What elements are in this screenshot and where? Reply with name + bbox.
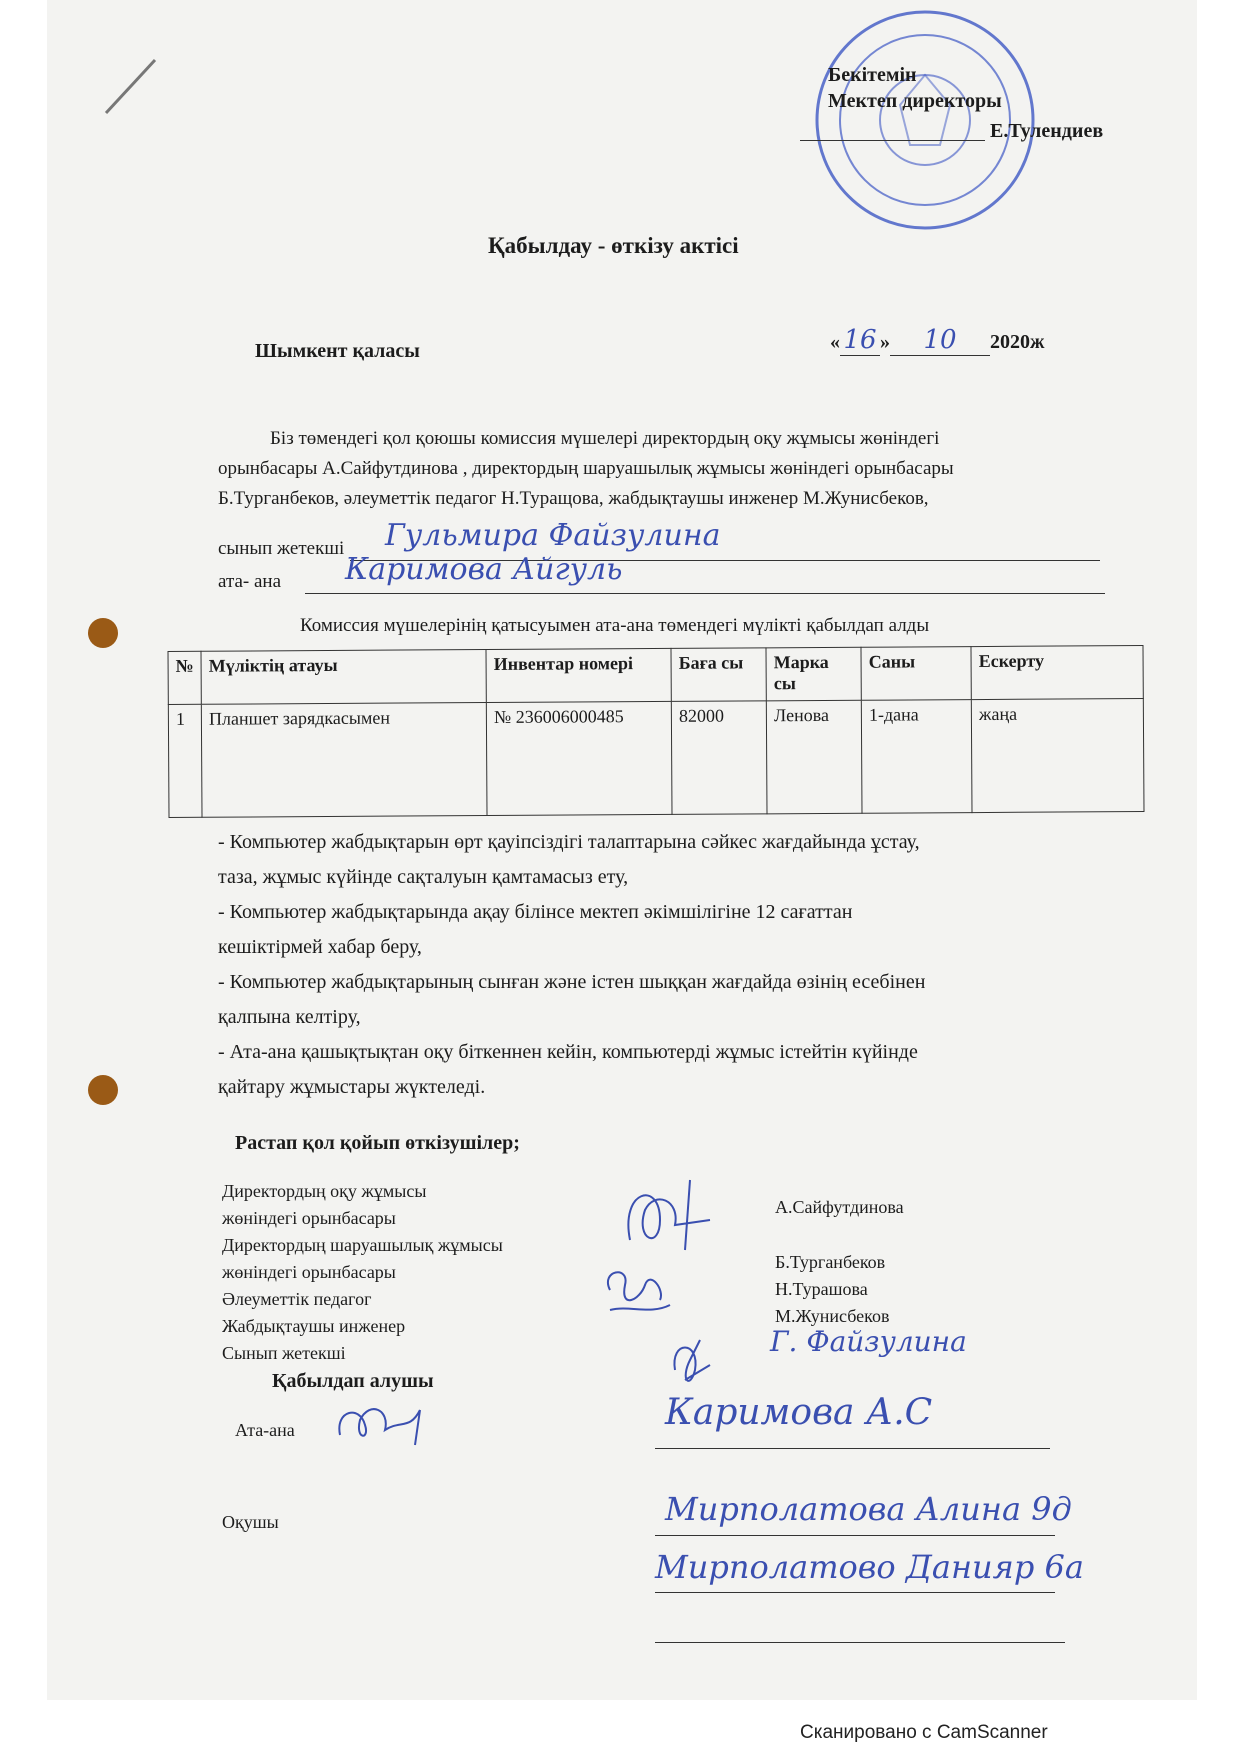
parent-handwritten: Каримова Айгуль [345, 552, 623, 587]
director-name: Е.Тулендиев [990, 120, 1104, 142]
class-teacher-label: сынып жетекші [218, 538, 345, 559]
place-city: Шымкент қаласы [255, 340, 420, 362]
obligation-2-line-a: - Компьютер жабдықтарында ақау білінсе мектеп әкімшілігіне 12 сағаттан [218, 901, 853, 923]
inventory-table [167, 645, 1144, 818]
parent-label: ата- ана [218, 571, 282, 592]
receiver-student-label: Оқушы [222, 1512, 279, 1532]
class-teacher-handwritten: Гульмира Файзулина [385, 518, 721, 553]
date-year: 2020ж [990, 331, 1045, 353]
role-2-line-a: Директордың шаруашылық жұмысы [222, 1235, 503, 1255]
signer-name-1: А.Сайфутдинова [775, 1197, 904, 1217]
obligation-3-line-a: - Компьютер жабдықтарының сынған және істен шыққан жағдайда өзінің есебінен [218, 971, 926, 993]
header-quantity: Саны [861, 647, 971, 701]
obligation-1-line-a: - Компьютер жабдықтарын өрт қауіпсіздігі талаптарына сәйкес жағдайында ұстау, [218, 831, 920, 853]
approval-line-1: Бекітемін [828, 64, 917, 86]
intro-line-3: Б.Турганбеков, әлеуметтік педагог Н.Туращова, жабдықтаушы инженер М.Жунисбеков, [218, 488, 929, 509]
signer-name-5-handwritten: Г. Файзулина [770, 1325, 967, 1358]
receiver-student-2-handwritten: Мирполатово Данияр 6а [655, 1548, 1084, 1586]
role-1-line-a: Директордың оқу жұмысы [222, 1181, 427, 1201]
obligation-1-line-b: таза, жұмыс күйінде сақталуын қамтамасыз ету, [218, 866, 629, 888]
cell-brand: Ленова [766, 700, 862, 814]
commission-line: Комиссия мүшелерінің қатысуымен ата-ана төмендегі мүлікті қабылдап алды [300, 615, 930, 636]
table-header-row [168, 646, 1143, 705]
cell-quantity: 1-дана [861, 700, 972, 814]
punch-hole-bottom [88, 1075, 118, 1105]
intro-line-1: Біз төмендегі қол қоюшы комиссия мүшелері директордың оқу жұмысы жөніндегі [270, 428, 940, 449]
staple-mark [100, 55, 160, 120]
header-note: Ескерту [971, 646, 1143, 700]
signer-name-3: Н.Турашова [775, 1279, 868, 1299]
obligation-2-line-b: кешіктірмей хабар беру, [218, 936, 422, 958]
signer-name-2: Б.Турганбеков [775, 1252, 886, 1272]
header-item-name: Мүліктің атауы [201, 650, 486, 705]
receiver-student-1-handwritten: Мирполатова Алина 9д [665, 1490, 1072, 1528]
role-2-line-b: жөніндегі орынбасары [222, 1262, 396, 1282]
header-number: № [168, 651, 201, 704]
signers-heading: Растап қол қойып өткізушілер; [235, 1132, 520, 1154]
camscanner-footer: Сканировано с CamScanner [800, 1722, 1048, 1743]
table-row [168, 699, 1144, 818]
cell-price: 82000 [671, 701, 767, 815]
date-month: 10 [890, 325, 990, 356]
header-price: Баға сы [671, 648, 766, 702]
document-title: Қабылдау - өткізу актісі [488, 233, 739, 258]
obligation-4-line-a: - Ата-ана қашықтықтан оқу біткеннен кейін, компьютерді жұмыс істейтін күйінде [218, 1041, 918, 1063]
role-5: Сынып жетекші [222, 1343, 346, 1363]
document-date: « 16 » 10 2020ж [830, 325, 1045, 355]
role-3: Әлеуметтік педагог [222, 1289, 372, 1309]
obligation-4-line-b: қайтару жұмыстары жүктеледі. [218, 1076, 486, 1098]
director-signature-line [800, 140, 985, 141]
date-day: 16 [840, 325, 880, 356]
obligation-3-line-b: қалпына келтіру, [218, 1006, 361, 1028]
parent-line [305, 593, 1105, 594]
receiver-parent-handwritten: Каримова А.С [665, 1392, 933, 1433]
cell-item-name: Планшет зарядкасымен [201, 703, 487, 818]
cell-inventory-number: № 236006000485 [486, 701, 672, 815]
parent-signature-mark [330, 1390, 440, 1450]
receiver-parent-line [655, 1448, 1050, 1449]
receivers-heading: Қабылдап алушы [272, 1370, 434, 1392]
cell-note: жаңа [971, 699, 1144, 813]
intro-line-2: орынбасары А.Сайфутдинова , директордың шаруашылық жұмысы жөніндегі орынбасары [218, 458, 954, 479]
student-line-3 [655, 1642, 1065, 1643]
signer-name-4: М.Жунисбеков [775, 1306, 890, 1326]
header-inventory-number: Инвентар номері [486, 648, 671, 702]
student-line-2 [655, 1592, 1055, 1593]
role-4: Жабдықтаушы инженер [222, 1316, 406, 1336]
receiver-parent-label: Ата-ана [235, 1420, 295, 1440]
punch-hole-top [88, 618, 118, 648]
header-brand: Марка сы [766, 647, 861, 701]
approval-line-2: Мектеп директоры [828, 90, 1002, 112]
role-1-line-b: жөніндегі орынбасары [222, 1208, 396, 1228]
cell-number: 1 [168, 704, 202, 817]
student-line-1 [655, 1535, 1055, 1536]
